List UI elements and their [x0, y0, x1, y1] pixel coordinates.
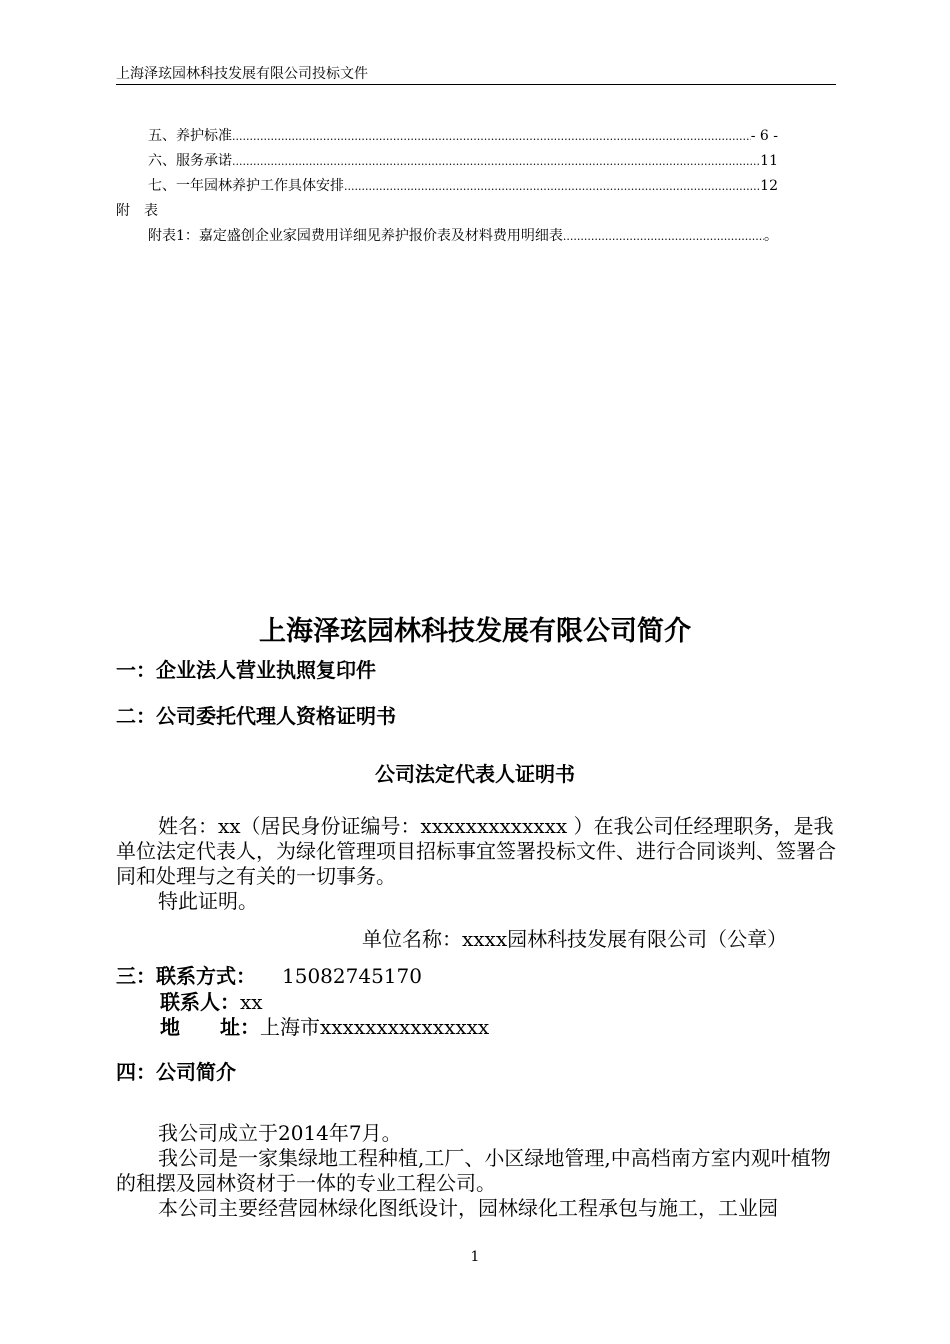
intro-paragraph-3: 本公司主要经营园林绿化图纸设计，园林绿化工程承包与施工，工业园	[158, 1196, 778, 1220]
page-header	[116, 64, 836, 85]
toc-leader-dots	[563, 224, 764, 249]
appendix-heading: 附表	[116, 203, 172, 219]
toc-appendix-entry[interactable]	[116, 224, 778, 249]
toc-entry-page: 11	[760, 153, 778, 169]
toc-appendix-heading	[116, 199, 778, 224]
certificate-statement: 特此证明。	[158, 889, 258, 913]
section-heading-1: 一：企业法人营业执照复印件	[116, 658, 376, 682]
intro-paragraph-2: 我公司是一家集绿地工程种植,工厂、小区绿地管理,中高档南方室内观叶植物的租摆及园林资材于一体的专业工程公司。	[116, 1146, 831, 1195]
contact-heading-label: 三：联系方式：	[116, 964, 256, 988]
section-heading-3	[116, 962, 422, 990]
toc-leader-dots	[232, 124, 751, 149]
contact-person-label: 联系人：	[160, 990, 240, 1014]
toc-entry-label: 七、一年园林养护工作具体安排	[148, 178, 344, 194]
page-number: 1	[470, 1249, 480, 1265]
toc-entry-page: - 6 -	[750, 128, 778, 144]
certificate-signature: 单位名称：xxxx园林科技发展有限公司（公章）	[362, 927, 788, 951]
contact-address-value: 上海市xxxxxxxxxxxxxxx	[260, 1015, 490, 1039]
section-heading-2: 二：公司委托代理人资格证明书	[116, 704, 396, 728]
toc-entry-label: 六、服务承诺	[148, 153, 232, 169]
contact-person-row	[160, 990, 263, 1015]
document-title: 上海泽玹园林科技发展有限公司简介	[259, 616, 691, 647]
toc-entry-label: 五、养护标准	[148, 128, 232, 144]
header-text: 上海泽玹园林科技发展有限公司投标文件	[116, 66, 368, 82]
toc-leader-dots	[344, 174, 760, 199]
contact-phone: 15082745170	[282, 964, 422, 988]
contact-address-label: 地 址：	[160, 1015, 260, 1039]
table-of-contents	[116, 124, 778, 249]
toc-entry-6[interactable]	[116, 149, 778, 174]
section-heading-4: 四：公司简介	[116, 1060, 236, 1084]
toc-entry-label: 附表1：嘉定盛创企业家园费用详细见养护报价表及材料费用明细表	[148, 228, 563, 244]
toc-entry-5[interactable]	[116, 124, 778, 149]
toc-entry-page: 12	[760, 178, 778, 194]
toc-entry-page: 。	[764, 228, 778, 244]
contact-person-value: xx	[240, 990, 263, 1014]
toc-entry-7[interactable]	[116, 174, 778, 199]
certificate-paragraph: 姓名：xx（居民身份证编号：xxxxxxxxxxxxx ）在我公司任经理职务，是我单位法定代表人，为绿化管理项目招标事宜签署投标文件、进行合同谈判、签署合同和处理与之有关的一切事务。	[116, 814, 836, 888]
toc-leader-dots	[232, 149, 760, 174]
contact-address-row	[160, 1015, 489, 1040]
intro-paragraph-1: 我公司成立于2014年7月。	[158, 1121, 402, 1145]
certificate-title: 公司法定代表人证明书	[375, 762, 575, 786]
